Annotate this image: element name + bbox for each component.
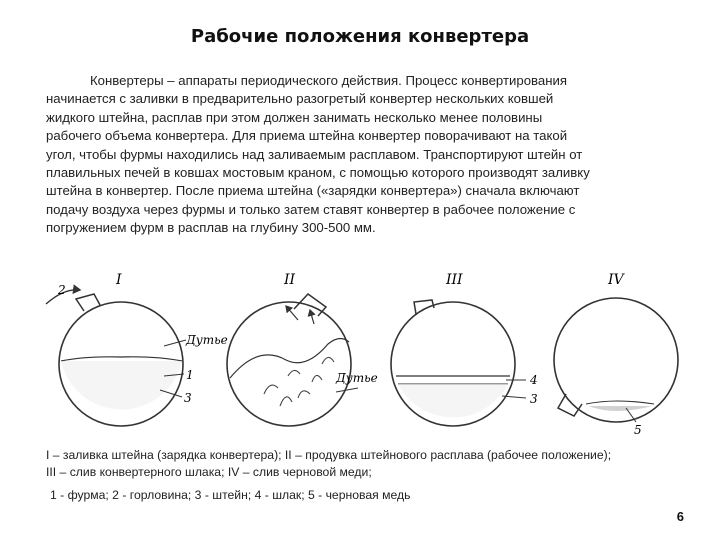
label-blast: Дутье bbox=[186, 333, 228, 347]
converter-position-4 bbox=[554, 272, 678, 437]
paragraph-line: Конвертеры – аппараты периодического действия. Процесс конвертирования bbox=[90, 73, 568, 88]
converter-shell bbox=[554, 298, 678, 422]
leader-line bbox=[336, 388, 358, 392]
position-roman: III bbox=[446, 272, 463, 288]
label-blast: Дутье bbox=[336, 371, 378, 385]
position-roman: IV bbox=[608, 272, 624, 288]
leader-line bbox=[164, 340, 186, 346]
position-roman: II bbox=[284, 272, 296, 288]
converter-position-2 bbox=[227, 272, 378, 426]
page-title: Рабочие положения конвертера bbox=[190, 26, 530, 47]
caption-line: III – слив конвертерного шлака; IV – слив черновой меди; bbox=[46, 464, 372, 479]
caption-line: I – заливка штейна (зарядка конвертера); II – продувка штейнового расплава (рабочее положение); bbox=[46, 448, 612, 462]
paragraph-line: угол, чтобы фурмы находились над заливаемым расплавом. Транспортируют штейн от bbox=[46, 146, 583, 162]
figure-legend: 1 - фурма; 2 - горловина; 3 - штейн; 4 - шлак; 5 - черновая медь bbox=[50, 488, 411, 502]
paragraph-line: штейна в конвертер. После приема штейна («зарядки конвертера») сначала включают bbox=[46, 183, 580, 199]
converter-diagram bbox=[36, 264, 696, 442]
paragraph-line: погружением фурм в расплав на глубину 300-500 мм. bbox=[46, 220, 376, 236]
paragraph-line: плавильных печей в ковшах мостовым краном, с помощью которого производят заливку bbox=[46, 165, 590, 181]
converter-positions-figure bbox=[36, 264, 696, 442]
bubbles bbox=[264, 357, 334, 406]
converter-shell bbox=[227, 302, 351, 426]
position-roman: I bbox=[116, 272, 122, 288]
figure-caption bbox=[46, 447, 706, 480]
label-2: 2 bbox=[58, 283, 66, 297]
copper-surface bbox=[586, 401, 654, 404]
label-5: 5 bbox=[634, 423, 642, 437]
converter-position-1 bbox=[46, 272, 228, 426]
label-1: 1 bbox=[186, 368, 194, 382]
copper-fill bbox=[588, 406, 652, 411]
label-3: 3 bbox=[530, 392, 538, 406]
paragraph-line: рабочего объема конвертера. Для приема штейна конвертер поворачивают на такой bbox=[46, 128, 568, 144]
matte-fill bbox=[61, 361, 182, 409]
converter-mouth bbox=[414, 300, 434, 314]
label-4: 4 bbox=[530, 373, 538, 387]
gas-arrow bbox=[286, 306, 298, 320]
paragraph-line: жидкого штейна, расплав при этом должен занимать несколько менее половины bbox=[46, 109, 543, 125]
converter-mouth bbox=[558, 394, 582, 416]
paragraph-line: начинается с заливки в предварительно разогретый конвертер нескольких ковшей bbox=[46, 91, 554, 107]
converter-position-3 bbox=[391, 272, 538, 426]
body-paragraph bbox=[46, 72, 706, 238]
leader-line bbox=[160, 390, 182, 397]
page-number: 6 bbox=[676, 509, 684, 524]
matte-surface bbox=[61, 357, 182, 361]
paragraph-line: подачу воздуха через фурмы и только затем ставят конвертер в рабочее положение с bbox=[46, 201, 576, 217]
gas-arrow bbox=[310, 310, 314, 324]
converter-mouth bbox=[76, 294, 100, 311]
label-3: 3 bbox=[184, 391, 192, 405]
